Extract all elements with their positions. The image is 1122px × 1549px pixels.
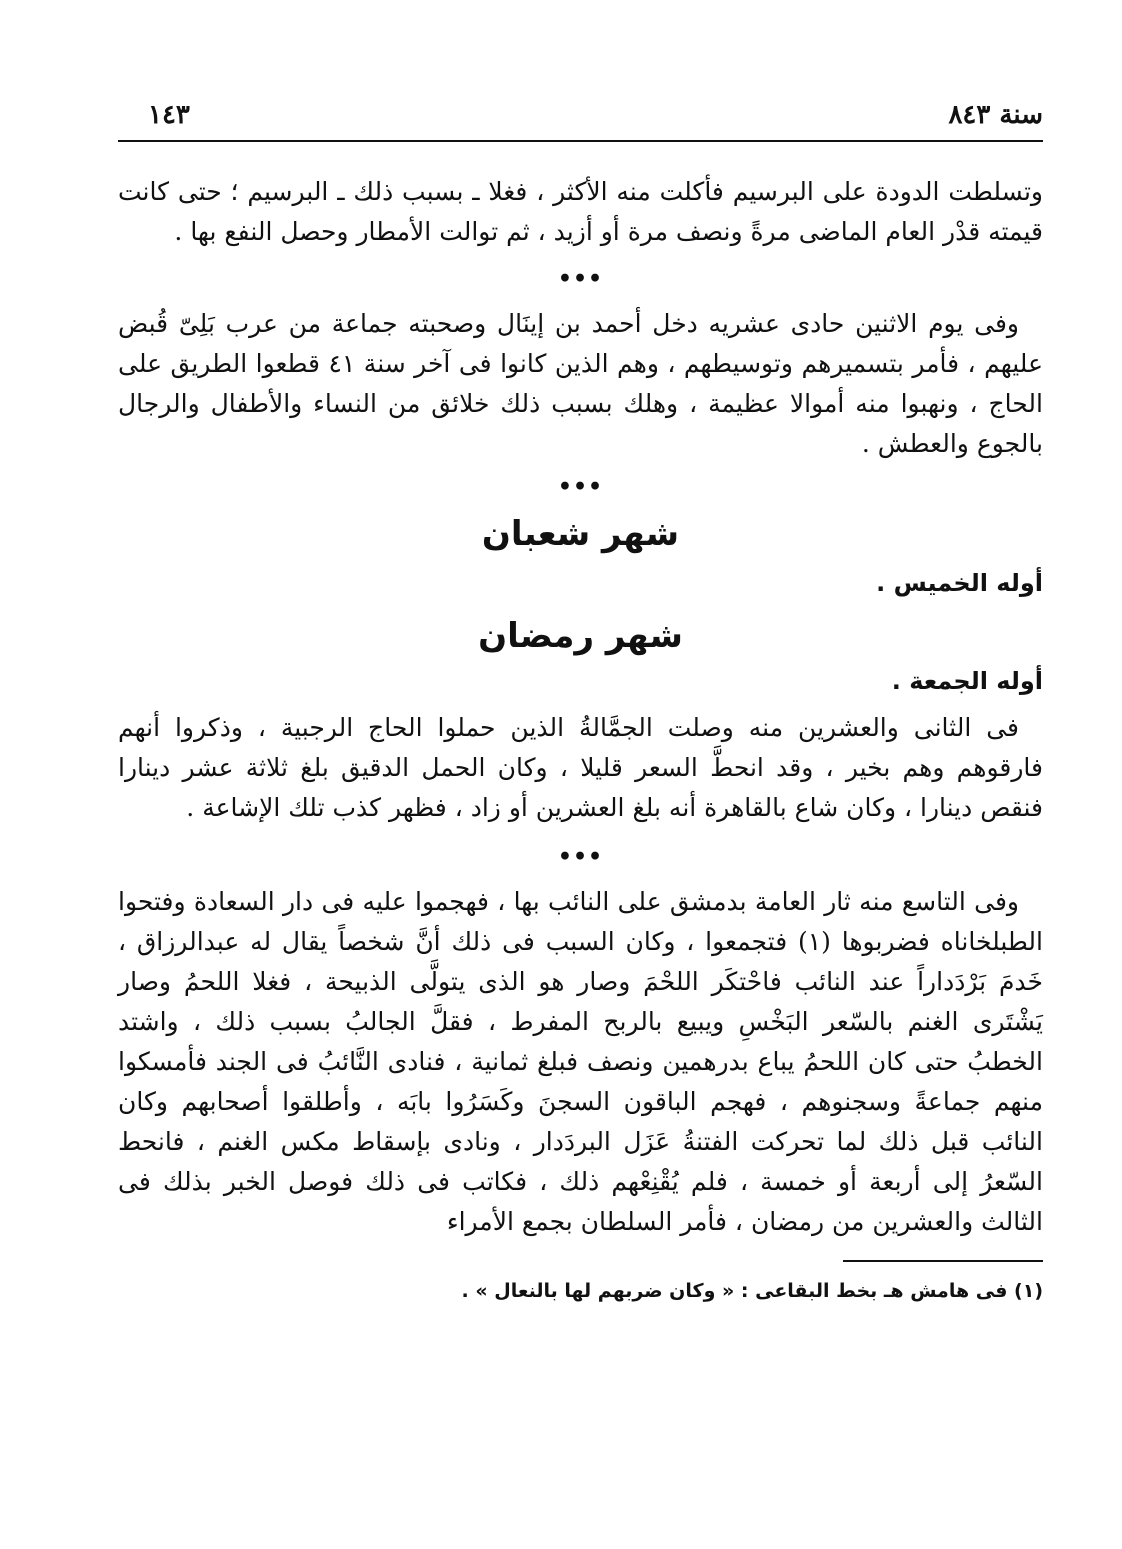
year-title: سنة ٨٤٣ xyxy=(948,100,1043,130)
paragraph-arab-bali: وفى يوم الاثنين حادى عشريه دخل أحمد بن إينَال وصحبته جماعة من عرب بَلِىّ قُبض عليهم ، فأمر بتسميرهم وتوسيطهم ، وهم الذين كانوا فى آخر سنة ٤١ قطعوا الطريق على الحاج ، ونهبوا منه أموالا عظيمة ، وهلك بسبب ذلك خلائق من النساء والأطفال والرجال بالجوع والعطش . xyxy=(118,309,1043,458)
month-heading-shaban: شهر شعبان xyxy=(481,514,680,554)
footnote-rule xyxy=(843,1260,1043,1262)
section-separator: ••• xyxy=(557,844,604,870)
footnote: (١) فى هامش هـ بخط البقاعى : « وكان ضربهم لها بالنعال » . xyxy=(461,1280,1043,1302)
page-header xyxy=(118,96,1043,142)
paragraph-damascus-riot: وفى التاسع منه ثار العامة بدمشق على النائب بها ، فهجموا عليه فى دار السعادة وفتحوا الطبلخاناه فضربوها (١) فتجمعوا ، وكان السبب فى ذلك أنَّ شخصاً يقال له عبدالرزاق ، خَدمَ بَرْدَداراً عند النائب فاحْتكَر اللحْمَ وصار هو الذى يتولَّى الذبيحة ، فغلا اللحمُ وصار يَشْتَرى الغنم بالسّعر البَخْسِ ويبيع بالربح المفرط ، فقلَّ الجالبُ بسبب ذلك ، واشتد الخطبُ حتى كان اللحمُ يباع بدرهمين ونصف فبلغ ثمانية ، فنادى النَّائبُ فى الجند فأمسكوا منهم جماعةً وسجنوهم ، فهجم الباقون السجنَ وكَسَرُوا بابَه ، وأطلقوا أصحابهم وكان النائب قبل ذلك لما تحركت الفتنةُ عَزَل البردَدار ، ونادى بإسقاط مكس الغنم ، فانحط السّعرُ إلى أربعة أو خمسة ، فلم يُقْنِعْهم ذلك ، فكاتب فى ذلك فوصل الخبر بذلك فى الثالث والعشرين من رمضان ، فأمر السلطان بجمع الأمراء xyxy=(118,887,1043,1236)
month-first-day-shaban: أوله الخميس . xyxy=(876,569,1043,597)
page-number: ١٤٣ xyxy=(148,100,190,130)
section-separator: ••• xyxy=(557,474,604,500)
document-page xyxy=(118,96,1043,1306)
section-separator: ••• xyxy=(557,266,604,292)
month-heading-ramadan: شهر رمضان xyxy=(478,616,683,656)
month-first-day-ramadan: أوله الجمعة . xyxy=(891,667,1043,695)
paragraph-camel-drivers: فى الثانى والعشرين منه وصلت الجمَّالةُ الذين حملوا الحاج الرجبية ، وذكروا أنهم فارقوهم وهم بخير ، وقد انحطَّ السعر قليلا ، وكان الحمل الدقيق بلغ ثلاثة عشر دينارا فنقص دينارا ، وكان شاع بالقاهرة أنه بلغ العشرين أو زاد ، فظهر كذب تلك الإشاعة . xyxy=(118,713,1043,822)
paragraph-clover-worm: وتسلطت الدودة على البرسيم فأكلت منه الأكثر ، فغلا ـ بسبب ذلك ـ البرسيم ؛ حتى كانت قيمته قدْر العام الماضى مرةً ونصف مرة أو أزيد ، ثم توالت الأمطار وحصل النفع بها . xyxy=(118,177,1043,246)
